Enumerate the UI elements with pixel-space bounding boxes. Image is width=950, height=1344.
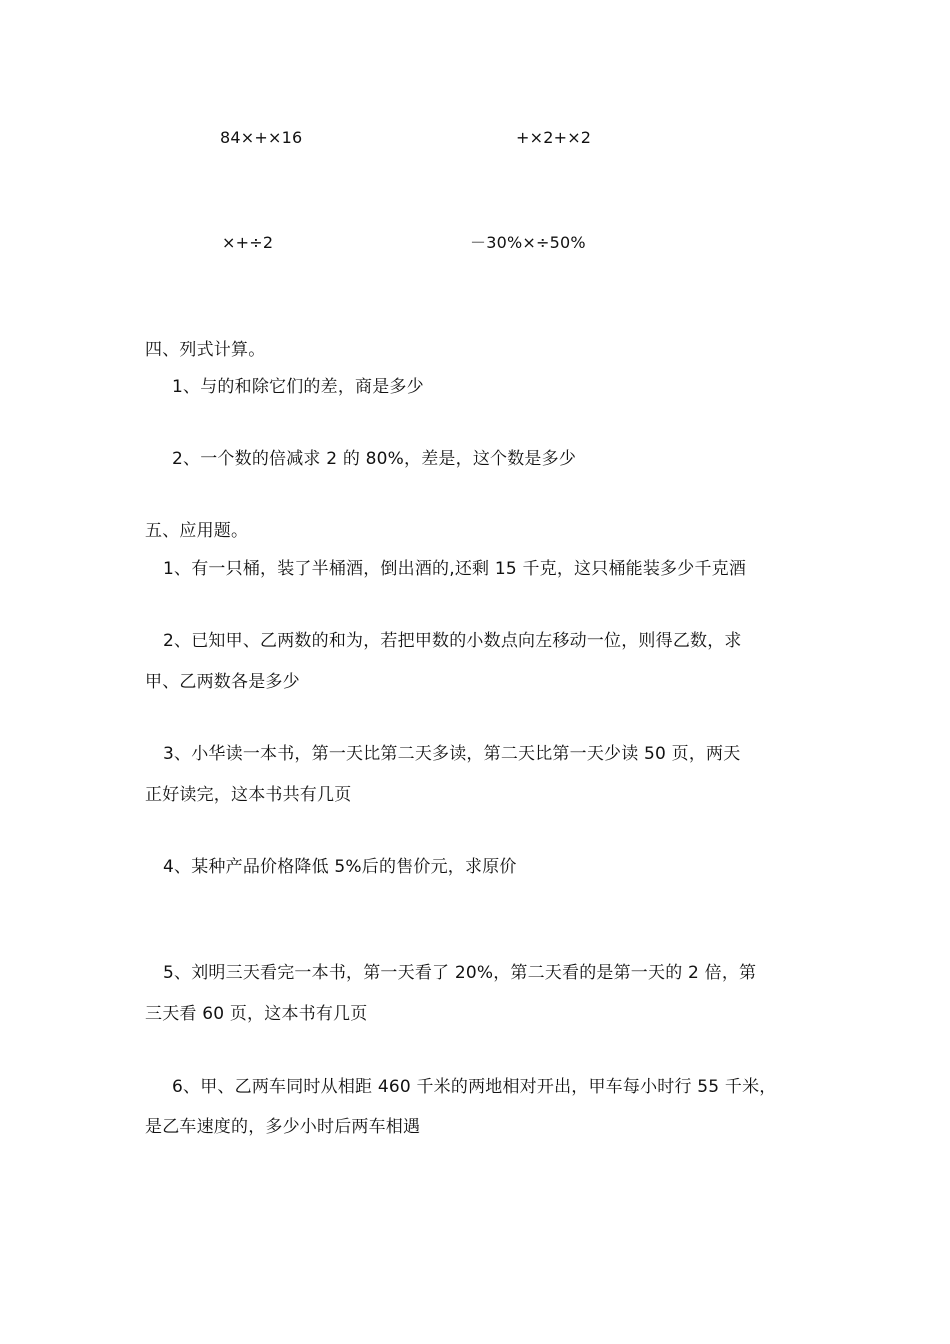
section5-question-5-line2: 三天看 60 页，这本书有几页	[145, 1004, 368, 1024]
section4-question-2: 2、一个数的倍减求 2 的 80%，差是，这个数是多少	[172, 449, 577, 469]
section5-question-1: 1、有一只桶，装了半桶酒，倒出酒的,还剩 15 千克，这只桶能装多少千克酒	[163, 559, 747, 579]
section4-question-1: 1、与的和除它们的差，商是多少	[172, 377, 424, 397]
calc-row2-right: －30%×÷50%	[470, 233, 586, 252]
section5-question-3-line2: 正好读完，这本书共有几页	[145, 785, 352, 805]
section5-question-6-line2: 是乙车速度的，多少小时后两车相遇	[145, 1117, 421, 1137]
section5-question-3-line1: 3、小华读一本书，第一天比第二天多读，第二天比第一天少读 50 页，两天	[163, 744, 741, 764]
section5-question-4: 4、某种产品价格降低 5%后的售价元，求原价	[163, 857, 517, 877]
calc-row2-left: ×+÷2	[222, 233, 274, 252]
calc-row1-right: +×2+×2	[516, 128, 592, 147]
section5-heading: 五、应用题。	[145, 521, 249, 541]
section5-question-5-line1: 5、刘明三天看完一本书，第一天看了 20%，第二天看的是第一天的 2 倍，第	[163, 963, 757, 983]
section5-question-2-line2: 甲、乙两数各是多少	[145, 672, 300, 692]
section5-question-6-line1: 6、甲、乙两车同时从相距 460 千米的两地相对开出，甲车每小时行 55 千米，	[172, 1077, 777, 1097]
calc-row1-left: 84×+×16	[220, 128, 303, 147]
section5-question-2-line1: 2、已知甲、乙两数的和为，若把甲数的小数点向左移动一位，则得乙数，求	[163, 631, 742, 651]
section4-heading: 四、列式计算。	[145, 340, 266, 360]
